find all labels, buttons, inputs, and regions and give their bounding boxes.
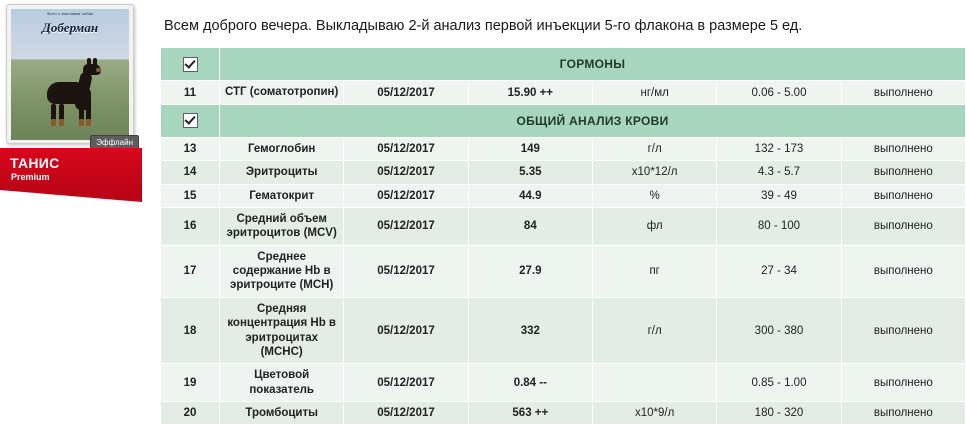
photo-top-caption: Фото с выставки собак — [46, 11, 94, 16]
row-reference-range: 180 - 320 — [717, 402, 841, 425]
row-date: 05/12/2017 — [344, 402, 468, 425]
row-value: 0.84 -- — [468, 364, 592, 402]
section-checkbox-cell[interactable] — [161, 48, 220, 81]
row-status: выполнено — [841, 207, 965, 245]
row-status: выполнено — [841, 81, 965, 104]
row-date: 05/12/2017 — [344, 245, 468, 297]
row-unit: х10*12/л — [592, 161, 716, 184]
row-value: 27.9 — [468, 245, 592, 297]
row-date: 05/12/2017 — [344, 81, 468, 104]
row-status: выполнено — [841, 297, 965, 364]
checkbox-checked-icon[interactable] — [183, 113, 198, 128]
row-value: 44.9 — [468, 184, 592, 207]
row-test-name: Эритроциты — [220, 161, 344, 184]
row-reference-range: 132 - 173 — [717, 137, 841, 160]
row-number: 18 — [161, 297, 220, 364]
row-value: 5.35 — [468, 161, 592, 184]
avatar-photo — [11, 9, 129, 140]
row-test-name: Средняя концентрация Hb в эритроцитах (MCHC) — [220, 297, 344, 364]
avatar-frame[interactable] — [6, 4, 134, 147]
row-unit: фл — [592, 207, 716, 245]
row-test-name: Гематокрит — [220, 184, 344, 207]
row-number: 15 — [161, 184, 220, 207]
row-status: выполнено — [841, 402, 965, 425]
row-unit: нг/мл — [592, 81, 716, 104]
row-status: выполнено — [841, 364, 965, 402]
section-title: ОБЩИЙ АНАЛИЗ КРОВИ — [220, 104, 966, 137]
row-reference-range: 39 - 49 — [717, 184, 841, 207]
row-unit: г/л — [592, 297, 716, 364]
table-section-header — [161, 104, 966, 137]
table-section-header — [161, 48, 966, 81]
row-value: 15.90 ++ — [468, 81, 592, 104]
row-status: выполнено — [841, 184, 965, 207]
row-number: 17 — [161, 245, 220, 297]
checkbox-checked-icon[interactable] — [183, 57, 198, 72]
row-status: выполнено — [841, 161, 965, 184]
row-date: 05/12/2017 — [344, 364, 468, 402]
row-unit: пг — [592, 245, 716, 297]
effect-badge[interactable]: Эффлайн — [90, 135, 139, 151]
row-unit: % — [592, 184, 716, 207]
row-value: 84 — [468, 207, 592, 245]
table-row — [161, 207, 966, 245]
row-test-name: Тромбоциты — [220, 402, 344, 425]
table-row — [161, 137, 966, 160]
row-number: 20 — [161, 402, 220, 425]
row-date: 05/12/2017 — [344, 297, 468, 364]
row-reference-range: 300 - 380 — [717, 297, 841, 364]
row-value: 332 — [468, 297, 592, 364]
row-unit: г/л — [592, 137, 716, 160]
brand-ribbon — [0, 148, 142, 190]
row-reference-range: 4.3 - 5.7 — [717, 161, 841, 184]
row-test-name: СТГ (соматотропин) — [220, 81, 344, 104]
row-number: 19 — [161, 364, 220, 402]
row-reference-range: 0.85 - 1.00 — [717, 364, 841, 402]
row-status: выполнено — [841, 245, 965, 297]
row-unit — [592, 364, 716, 402]
row-value: 149 — [468, 137, 592, 160]
brand-subtitle: Premium — [11, 172, 50, 182]
table-row — [161, 184, 966, 207]
row-test-name: Среднее содержание Hb в эритроците (MCH) — [220, 245, 344, 297]
section-title: ГОРМОНЫ — [220, 48, 966, 81]
post-content — [160, 0, 966, 425]
section-checkbox-cell[interactable] — [161, 104, 220, 137]
table-row — [161, 297, 966, 364]
row-number: 14 — [161, 161, 220, 184]
post-intro-text: Всем доброго вечера. Выкладываю 2-й анализ первой инъекции 5-го флакона в размере 5 ед. — [164, 18, 803, 34]
forum-signature-block — [0, 0, 150, 182]
lab-results-body — [161, 48, 966, 425]
row-number: 11 — [161, 81, 220, 104]
row-status: выполнено — [841, 137, 965, 160]
brand-name: ТАНИС — [10, 155, 60, 171]
row-test-name: Цветовой показатель — [220, 364, 344, 402]
row-unit: х10*9/л — [592, 402, 716, 425]
table-row — [161, 402, 966, 425]
row-reference-range: 80 - 100 — [717, 207, 841, 245]
table-row — [161, 364, 966, 402]
row-test-name: Средний объем эритроцитов (MCV) — [220, 207, 344, 245]
row-date: 05/12/2017 — [344, 184, 468, 207]
table-row — [161, 245, 966, 297]
row-number: 16 — [161, 207, 220, 245]
table-row — [161, 161, 966, 184]
row-value: 563 ++ — [468, 402, 592, 425]
row-date: 05/12/2017 — [344, 137, 468, 160]
row-reference-range: 27 - 34 — [717, 245, 841, 297]
dog-illustration-icon — [39, 64, 101, 126]
row-reference-range: 0.06 - 5.00 — [717, 81, 841, 104]
row-number: 13 — [161, 137, 220, 160]
row-test-name: Гемоглобин — [220, 137, 344, 160]
row-date: 05/12/2017 — [344, 207, 468, 245]
photo-title: Доберман — [41, 20, 99, 35]
table-row — [161, 81, 966, 104]
lab-results-table — [160, 47, 966, 425]
row-date: 05/12/2017 — [344, 161, 468, 184]
